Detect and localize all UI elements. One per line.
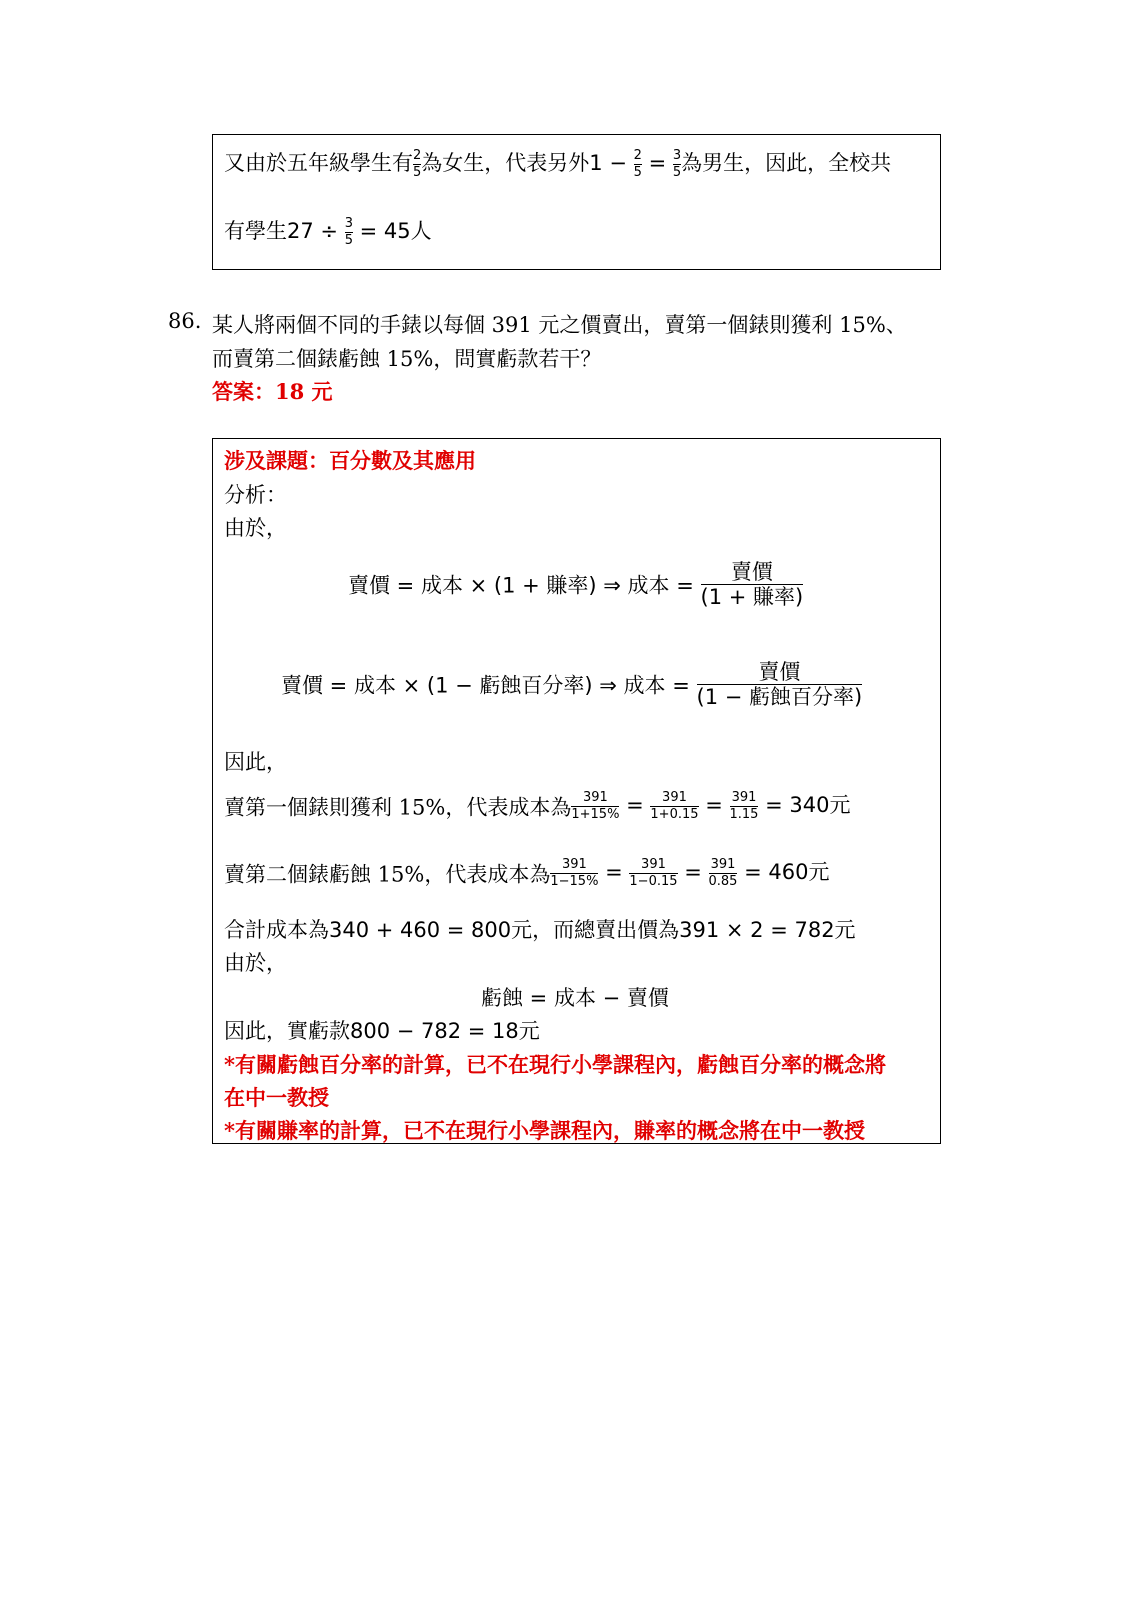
- fraction-3-5: $\frac{3}{5}$: [344, 216, 353, 248]
- box1-line-1: [224, 147, 891, 180]
- loss-equation: 虧蝕 = 成本 − 賣價: [481, 986, 669, 1010]
- question-line-2: 而賣第二個錶虧蝕 15%，問實虧款若干？: [212, 347, 602, 371]
- fraction-2-5: $\frac{2}{5}$: [413, 148, 422, 180]
- text: 有學生27 ÷: [224, 219, 338, 243]
- note-2: *有關賺率的計算，已不在現行小學課程內，賺率的概念將在中一教授: [224, 1118, 865, 1143]
- total-line: 合計成本為340 + 460 = 800元，而總賣出價為391 × 2 = 782元: [224, 918, 856, 942]
- fraction-profit: $\frac{\text{賣價}}{\text{(1 + 賺率)}}$: [700, 560, 804, 610]
- equals: =: [705, 793, 723, 817]
- text: 賣第二個錶虧蝕 15%，代表成本為: [224, 862, 551, 887]
- box1-line-2: [224, 215, 432, 248]
- cost-line-1: [224, 789, 851, 822]
- result: = 460元: [744, 860, 830, 884]
- equals: =: [626, 793, 644, 817]
- fraction: $\frac{391}{0.85}$: [708, 857, 738, 889]
- note-1b: 在中一教授: [224, 1085, 329, 1110]
- question-number: 86.: [168, 309, 202, 333]
- topic-heading: 涉及課題：百分數及其應用: [224, 448, 476, 473]
- note-1a: *有關虧蝕百分率的計算，已不在現行小學課程內，虧蝕百分率的概念將: [224, 1052, 886, 1077]
- because-label-2: 由於，: [224, 951, 287, 975]
- answer: 答案：18 元: [212, 379, 333, 404]
- therefore-label: 因此，: [224, 750, 287, 774]
- analysis-label: 分析：: [224, 483, 287, 507]
- text: 賣第一個錶則獲利 15%，代表成本為: [224, 795, 572, 820]
- fraction-loss: $\frac{\text{賣價}}{\text{(1 − 虧蝕百分率)}}$: [696, 660, 863, 710]
- fraction: $\frac{391}{1.15}$: [729, 790, 759, 822]
- fraction: $\frac{391}{1-15\%}$: [550, 857, 599, 889]
- text: 又由於五年級學生有: [224, 151, 413, 175]
- text: 為男生，因此，全校共: [681, 151, 892, 175]
- because-label: 由於，: [224, 516, 287, 540]
- text: =: [648, 151, 667, 175]
- text: 賣價 = 成本 × (1 + 賺率) ⇒ 成本 =: [348, 573, 694, 598]
- text: 賣價 = 成本 × (1 − 虧蝕百分率) ⇒ 成本 =: [281, 673, 690, 698]
- equation-loss: [281, 661, 862, 708]
- fraction-3-5: $\frac{3}{5}$: [672, 148, 682, 180]
- solution-box-1: [212, 134, 941, 270]
- text: 為女生，代表另外1 −: [421, 151, 627, 175]
- fraction: $\frac{391}{1+0.15}$: [650, 790, 699, 822]
- fraction: $\frac{391}{1-0.15}$: [629, 857, 678, 889]
- question-line-1: 某人將兩個不同的手錶以每個 391 元之價賣出，賣第一個錶則獲利 15%、: [212, 313, 907, 337]
- result: = 340元: [765, 793, 851, 817]
- solution-box-2: [212, 438, 941, 1144]
- text: = 45人: [359, 219, 432, 243]
- cost-line-2: [224, 856, 830, 889]
- final-line: 因此，實虧款800 − 782 = 18元: [224, 1019, 540, 1043]
- fraction-2-5: $\frac{2}{5}$: [633, 148, 642, 180]
- equation-profit: [348, 561, 803, 608]
- equals: =: [605, 860, 623, 884]
- equals: =: [684, 860, 702, 884]
- fraction: $\frac{391}{1+15\%}$: [571, 790, 620, 822]
